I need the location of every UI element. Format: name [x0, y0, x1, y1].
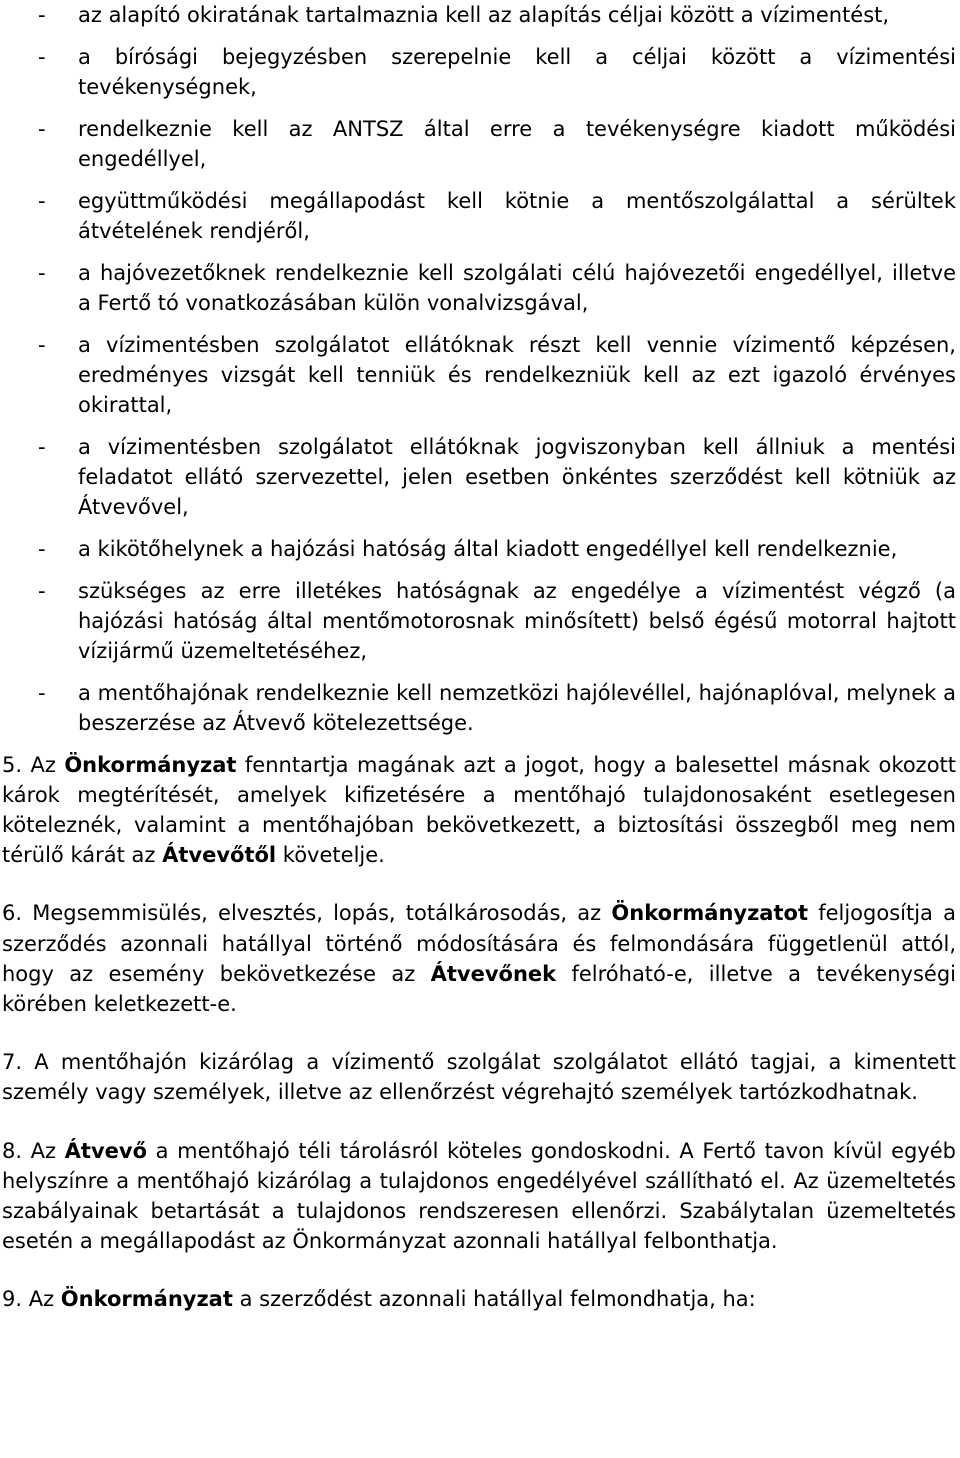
- list-item: [2, 42, 956, 102]
- emphasis-onkormanyzat: Önkormányzat: [60, 1287, 233, 1312]
- list-item-text: a vízimentésben szolgálatot ellátóknak jogviszonyban kell állniuk a mentési feladatot ellátó szervezettel, jelen esetben önkéntes szerződést kell kötniük az Átvevővel,: [78, 435, 956, 520]
- paragraph-text: a mentőhajó téli tárolásról köteles gondoskodni. A Fertő tavon kívül egyéb helyszínre a mentőhajó kizárólag a tulajdonos engedélyével szállítható el. Az üzemeltetés szabályainak betartását a tulajdonos rendszeresen ellenőrzi. Szabálytalan üzemeltetés esetén a megállapodást az Önkormányzat azonnali hatállyal felbonthatja.: [2, 1138, 956, 1254]
- paragraph-7: [2, 1047, 956, 1107]
- emphasis-atvevotol: Átvevőtől: [162, 843, 277, 868]
- list-item-text: a bírósági bejegyzésben szerepelnie kell a céljai között a vízimentési tevékenységnek,: [78, 44, 956, 99]
- paragraph-text: 7. A mentőhajón kizárólag a vízimentő szolgálat szolgálatot ellátó tagjai, a kimentett személy vagy személyek, illetve az ellenőrzést végrehajtó személyek tartózkodhatnak.: [2, 1050, 956, 1105]
- paragraph-text: 8. Az: [2, 1138, 65, 1163]
- list-item: [2, 576, 956, 667]
- paragraph-9: [2, 1284, 956, 1314]
- list-dash: -: [38, 579, 46, 603]
- emphasis-atvevo: Átvevő: [64, 1138, 148, 1163]
- list-item: [2, 258, 956, 318]
- emphasis-onkormanyzatot: Önkormányzatot: [611, 901, 808, 926]
- list-item: [2, 186, 956, 246]
- list-dash: -: [38, 435, 46, 459]
- emphasis-atvevonek: Átvevőnek: [430, 961, 557, 986]
- list-item-text: az alapító okiratának tartalmaznia kell az alapítás céljai között a vízimentést,: [78, 3, 890, 27]
- list-item: [2, 432, 956, 523]
- paragraph-text: fenntartja magának azt a jogot, hogy a balesettel másnak okozott károk megtérítését, amelyek kifizetésére a mentőhajó tulajdonosaként esetlegesen köteleznék, valamint a mentőhajóban bekövetkezett, a biztosítási összegből meg nem térülő kárát az: [2, 752, 957, 868]
- paragraph-text: a szerződést azonnali hatállyal felmondhatja, ha:: [232, 1287, 756, 1312]
- list-item-text: a kikötőhelynek a hajózási hatóság által kiadott engedéllyel kell rendelkeznie,: [78, 537, 898, 562]
- paragraph-text: 9. Az: [2, 1287, 61, 1312]
- list-dash: -: [38, 188, 46, 213]
- list-dash: -: [38, 537, 46, 562]
- paragraph-text: felróható-e, illetve a tevékenységi körében keletkezett-e.: [2, 961, 956, 1017]
- list-item-text: rendelkeznie kell az ANTSZ által erre a tevékenységre kiadott működési engedéllyel,: [78, 116, 956, 171]
- paragraph-8: [2, 1136, 956, 1257]
- paragraph-6: [2, 898, 956, 1019]
- paragraph-text: 6. Megsemmisülés, elvesztés, lopás, totálkárosodás, az: [2, 901, 612, 926]
- list-dash: -: [38, 116, 46, 141]
- paragraph-text: 5. Az: [2, 752, 65, 777]
- list-dash: -: [38, 681, 46, 706]
- list-item-text: együttműködési megállapodást kell kötnie a mentőszolgálattal a sérültek átvételének rendjéről,: [78, 188, 956, 243]
- list-item-text: szükséges az erre illetékes hatóságnak az engedélye a vízimentést végző (a hajózási hatóság által mentőmotorosnak minősített) belső égésű motorral hajtott vízijármű üzemeltetéséhez,: [78, 579, 956, 664]
- list-dash: -: [38, 332, 46, 357]
- list-item-text: a hajóvezetőknek rendelkeznie kell szolgálati célú hajóvezetői engedéllyel, illetve a Fertő tó vonatkozásában külön vonalvizsgával,: [78, 260, 956, 315]
- paragraph-text: feljogosítja a szerződés azonnali hatállyal történő módosítására és felmondására függetlenül attól, hogy az esemény bekövetkezése az: [2, 901, 956, 986]
- emphasis-onkormanyzat: Önkormányzat: [64, 752, 237, 777]
- list-item-text: a vízimentésben szolgálatot ellátóknak részt kell vennie vízimentő képzésen, eredményes vizsgát kell tenniük és rendelkezniük kell az ezt igazoló érvényes okirattal,: [78, 332, 956, 418]
- list-item: [2, 534, 956, 564]
- list-item: [2, 330, 956, 421]
- list-item-text: a mentőhajónak rendelkeznie kell nemzetközi hajólevéllel, hajónaplóval, melynek a beszerzése az Átvevő kötelezettsége.: [78, 681, 956, 736]
- list-dash: -: [38, 3, 46, 27]
- list-item: [2, 0, 956, 30]
- list-item: [2, 678, 956, 738]
- paragraph-text: követelje.: [276, 843, 385, 868]
- list-dash: -: [38, 260, 46, 285]
- paragraph-5: [2, 750, 956, 871]
- list-dash: -: [38, 44, 46, 69]
- list-item: [2, 114, 956, 174]
